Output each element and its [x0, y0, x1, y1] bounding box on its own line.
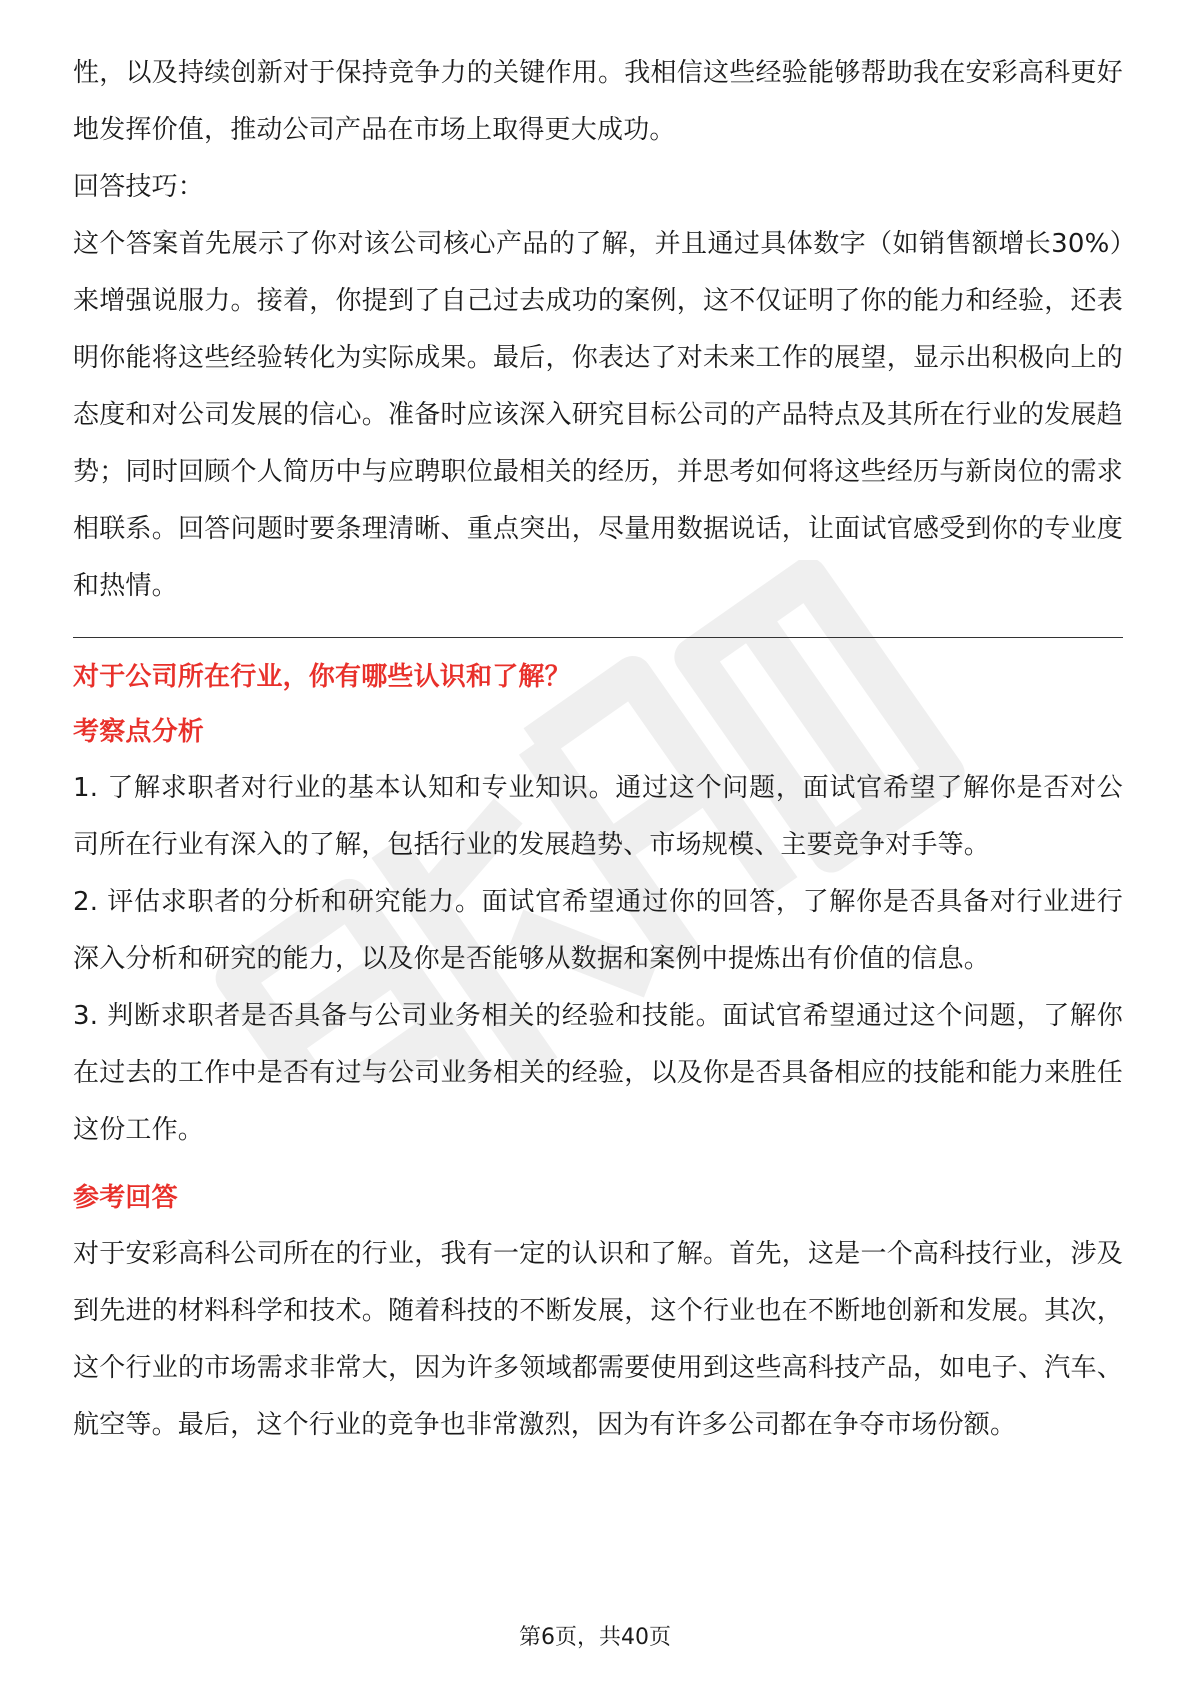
tips-label: 回答技巧： — [73, 172, 205, 202]
document-body — [73, 45, 1123, 1454]
intro-paragraph: 性，以及持续创新对于保持竞争力的关键作用。我相信这些经验能够帮助我在安彩高科更好地发挥价值，推动公司产品在市场上取得更大成功。 — [73, 58, 1123, 145]
question-heading: 对于公司所在行业，你有哪些认识和了解？ — [73, 662, 571, 692]
analysis-point-1: 1. 了解求职者对行业的基本认知和专业知识。通过这个问题，面试官希望了解你是否对公司所在行业有深入的了解，包括行业的发展趋势、市场规模、主要竞争对手等。 — [73, 773, 1123, 860]
answer-text: 对于安彩高科公司所在的行业，我有一定的认识和了解。首先，这是一个高科技行业，涉及到先进的材料科学和技术。随着科技的不断发展，这个行业也在不断地创新和发展。其次，这个行业的市场需求非常大，因为许多领域都需要使用到这些高科技产品，如电子、汽车、航空等。最后，这个行业的竞争也非常激烈，因为有许多公司都在争夺市场份额。 — [73, 1239, 1123, 1440]
tips-text: 这个答案首先展示了你对该公司核心产品的了解，并且通过具体数字（如销售额增长30%）来增强说服力。接着，你提到了自己过去成功的案例，这不仅证明了你的能力和经验，还表明你能将这些经验转化为实际成果。最后，你表达了对未来工作的展望，显示出积极向上的态度和对公司发展的信心。准备时应该深入研究目标公司的产品特点及其所在行业的发展趋势；同时回顾个人简历中与应聘职位最相关的经历，并思考如何将这些经历与新岗位的需求相联系。回答问题时要条理清晰、重点突出，尽量用数据说话，让面试官感受到你的专业度和热情。 — [73, 229, 1123, 601]
analysis-point-3: 3. 判断求职者是否具备与公司业务相关的经验和技能。面试官希望通过这个问题，了解你在过去的工作中是否有过与公司业务相关的经验，以及你是否具备相应的技能和能力来胜任这份工作。 — [73, 1001, 1123, 1145]
page-number: 第6页，共40页 — [519, 1625, 671, 1650]
answer-heading: 参考回答 — [73, 1183, 178, 1213]
section-divider — [73, 637, 1123, 638]
analysis-point-2: 2. 评估求职者的分析和研究能力。面试官希望通过你的回答，了解你是否具备对行业进行深入分析和研究的能力，以及你是否能够从数据和案例中提炼出有价值的信息。 — [73, 887, 1123, 974]
analysis-heading: 考察点分析 — [73, 717, 205, 747]
